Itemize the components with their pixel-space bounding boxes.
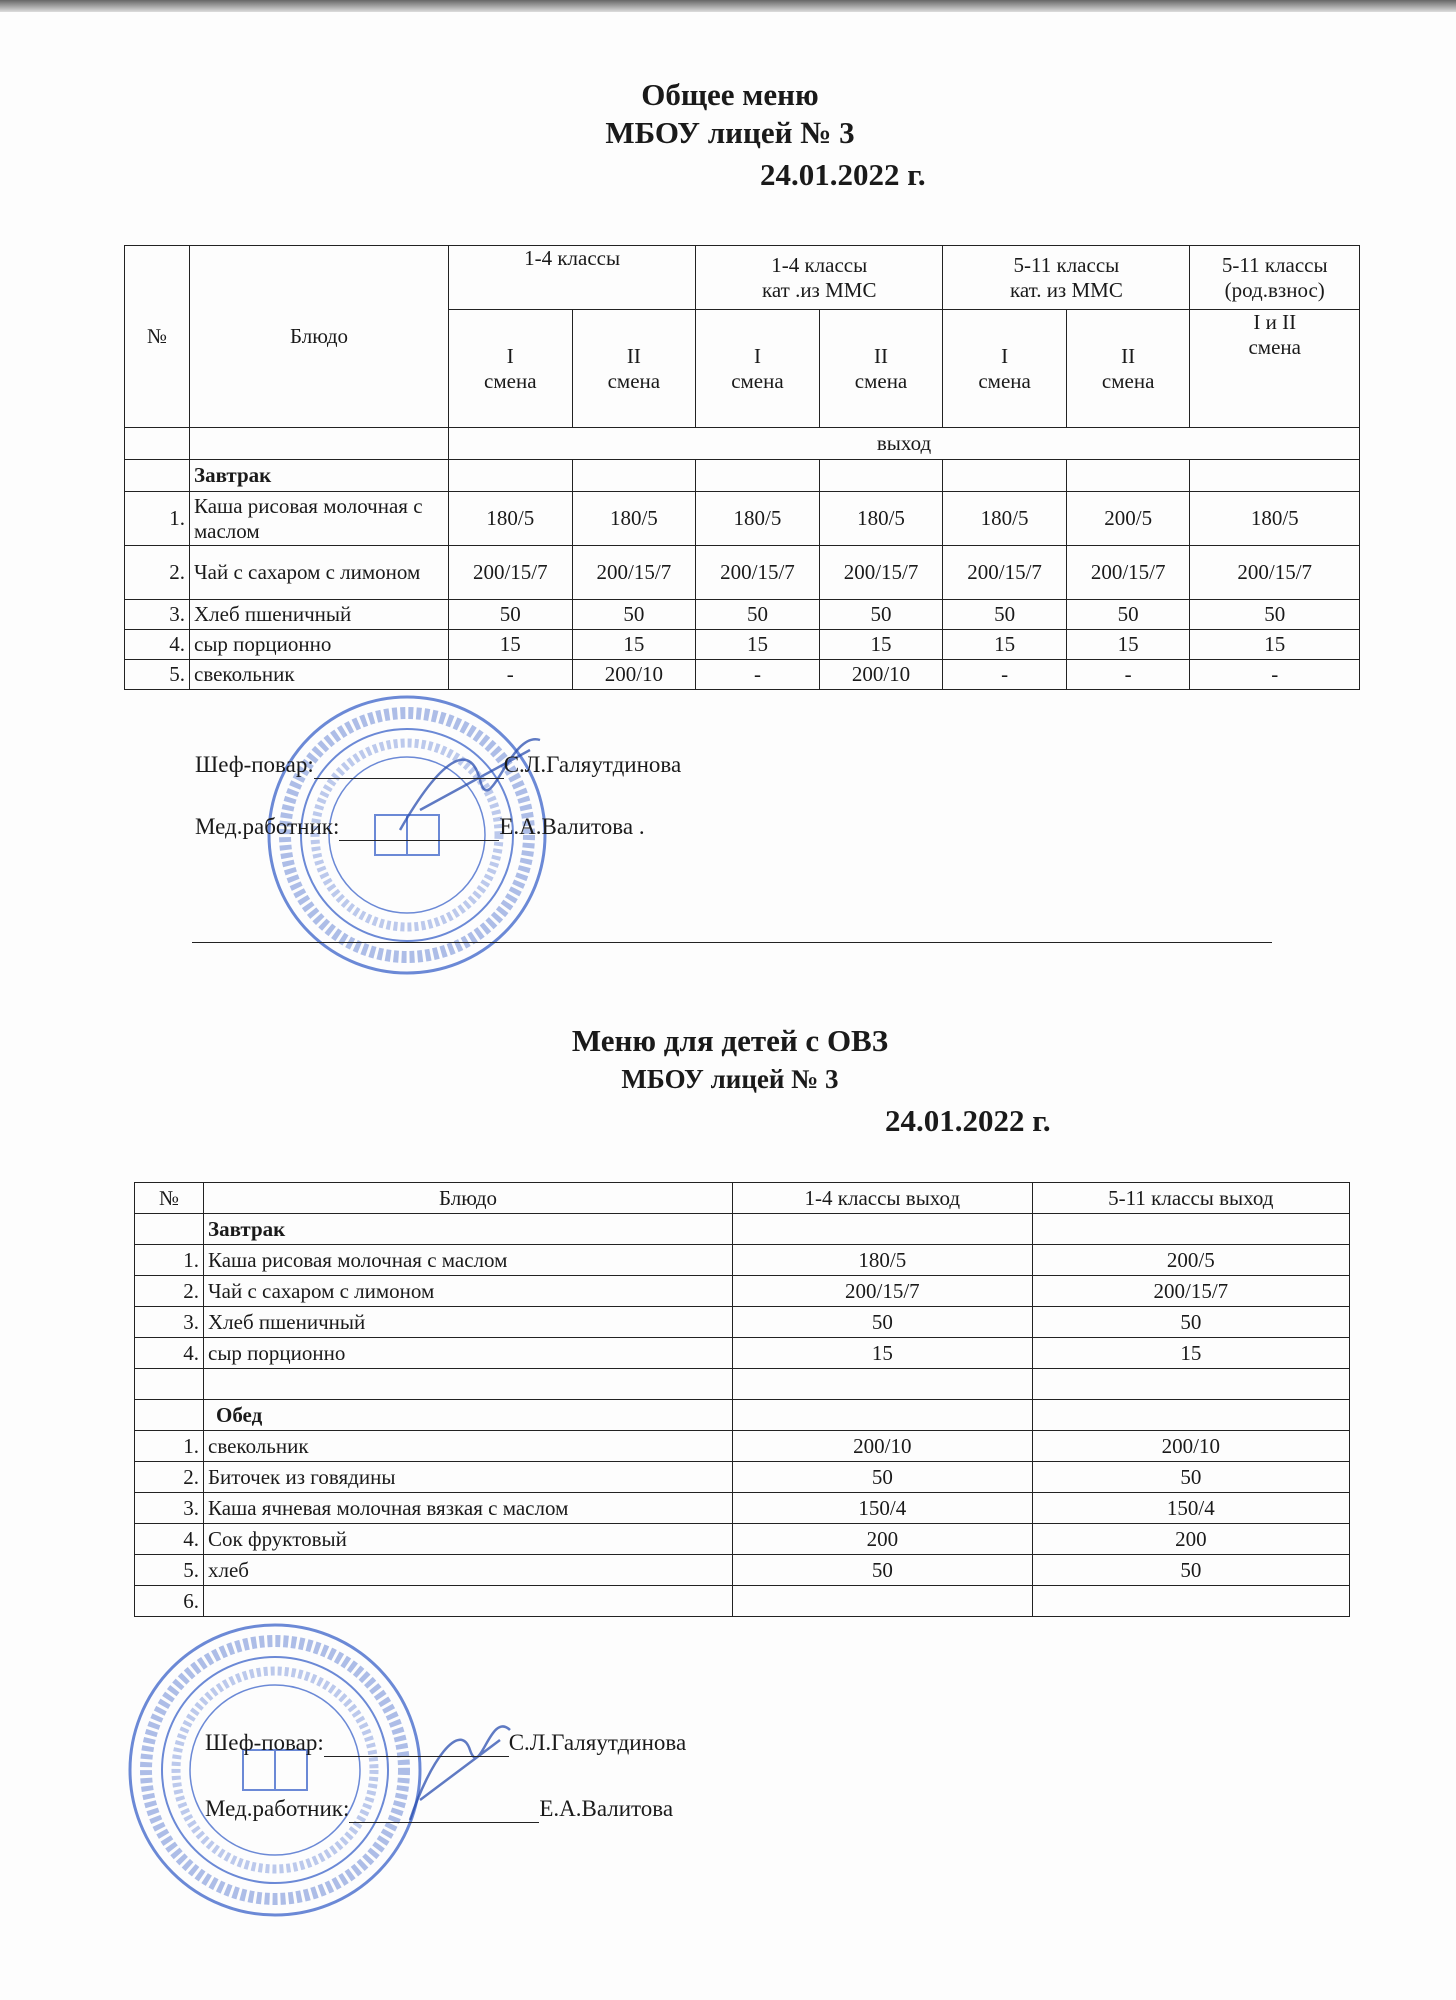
portion-value: 180/5 <box>943 492 1067 546</box>
portion-value: 15 <box>1066 630 1190 660</box>
portion-value: 200/15/7 <box>696 546 820 600</box>
portion-5-11: 200 <box>1032 1524 1349 1555</box>
table-row <box>135 1338 1350 1369</box>
row-num: 2. <box>125 546 190 600</box>
portion-value: - <box>943 660 1067 690</box>
portion-value: 15 <box>819 630 943 660</box>
portion-value: 180/5 <box>819 492 943 546</box>
dish-name: Каша рисовая молочная с маслом <box>190 492 449 546</box>
col-group-4: 5-11 классы (род.взнос) <box>1190 246 1360 310</box>
menu1-title <box>480 76 980 152</box>
table-row <box>135 1462 1350 1493</box>
portion-value: 50 <box>819 600 943 630</box>
portion-value: 200/15/7 <box>572 546 696 600</box>
shift-header: I и II смена <box>1190 310 1360 428</box>
table-row <box>135 1555 1350 1586</box>
portion-value: - <box>1190 660 1360 690</box>
menu2-heading: Меню для детей с ОВЗ <box>571 1023 889 1058</box>
portion-1-4: 180/5 <box>733 1245 1033 1276</box>
scan-edge <box>0 0 1456 12</box>
shift-header: I смена <box>943 310 1067 428</box>
portion-value: 180/5 <box>696 492 820 546</box>
table-row <box>125 660 1360 690</box>
portion-5-11: 200/10 <box>1032 1431 1349 1462</box>
dish-name: свекольник <box>190 660 449 690</box>
col-group-1: 1-4 классы <box>449 246 696 310</box>
menu2-date: 24.01.2022 г. <box>885 1103 1051 1138</box>
portion-5-11 <box>1032 1586 1349 1617</box>
dish-name: Каша ячневая молочная вязкая с маслом <box>204 1493 733 1524</box>
portion-1-4: 200 <box>733 1524 1033 1555</box>
portion-5-11: 15 <box>1032 1338 1349 1369</box>
portion-value: 50 <box>943 600 1067 630</box>
menu1-school: МБОУ лицей № 3 <box>605 115 855 150</box>
table-row <box>125 546 1360 600</box>
dish-name: Хлеб пшеничный <box>204 1307 733 1338</box>
row-num: 4. <box>135 1524 204 1555</box>
menu2-school: МБОУ лицей № 3 <box>621 1064 839 1094</box>
row-num: 1. <box>135 1245 204 1276</box>
table-row <box>135 1276 1350 1307</box>
col-dish: Блюдо <box>190 246 449 428</box>
portion-value: 50 <box>449 600 573 630</box>
portion-value: 15 <box>449 630 573 660</box>
portion-value: 200/10 <box>819 660 943 690</box>
col-1-4: 1-4 классы выход <box>733 1183 1033 1214</box>
portion-value: - <box>696 660 820 690</box>
dish-name: сыр порционно <box>204 1338 733 1369</box>
shift-header: II смена <box>819 310 943 428</box>
table-row <box>125 600 1360 630</box>
menu2-title <box>480 1022 980 1098</box>
table-row <box>135 1493 1350 1524</box>
portion-value: 200/15/7 <box>449 546 573 600</box>
row-num: 5. <box>125 660 190 690</box>
row-num: 2. <box>135 1276 204 1307</box>
table-row <box>135 1586 1350 1617</box>
menu1-med-signature: Мед.работник: Е.А.Валитова . <box>195 814 645 839</box>
table-row <box>135 1524 1350 1555</box>
row-num: 2. <box>135 1462 204 1493</box>
col-group-3: 5-11 классы кат. из ММС <box>943 246 1190 310</box>
portion-value: 200/5 <box>1066 492 1190 546</box>
row-num: 6. <box>135 1586 204 1617</box>
portion-1-4: 200/15/7 <box>733 1276 1033 1307</box>
menu2-med-signature: Мед.работник: Е.А.Валитова <box>205 1796 674 1821</box>
portion-5-11: 150/4 <box>1032 1493 1349 1524</box>
shift-header: II смена <box>572 310 696 428</box>
table-row <box>125 492 1360 546</box>
row-num: 3. <box>125 600 190 630</box>
dish-name: хлеб <box>204 1555 733 1586</box>
portion-value: 180/5 <box>1190 492 1360 546</box>
row-num: 4. <box>125 630 190 660</box>
portion-5-11: 200/5 <box>1032 1245 1349 1276</box>
portion-1-4: 150/4 <box>733 1493 1033 1524</box>
shift-header: I смена <box>696 310 820 428</box>
dish-name: свекольник <box>204 1431 733 1462</box>
dish-name: Каша рисовая молочная с маслом <box>204 1245 733 1276</box>
table-row <box>135 1431 1350 1462</box>
portion-value: 15 <box>1190 630 1360 660</box>
portion-1-4 <box>733 1586 1033 1617</box>
row-num: 5. <box>135 1555 204 1586</box>
table-row <box>135 1307 1350 1338</box>
portion-value: 15 <box>943 630 1067 660</box>
divider-line <box>192 942 1272 943</box>
dish-name <box>204 1586 733 1617</box>
menu1-table <box>124 245 1360 690</box>
section-breakfast: Завтрак <box>190 460 449 492</box>
menu1-date: 24.01.2022 г. <box>760 157 926 192</box>
dish-name: сыр порционно <box>190 630 449 660</box>
stamp-seal-2 <box>125 1620 425 1920</box>
table-row <box>125 630 1360 660</box>
row-num: 4. <box>135 1338 204 1369</box>
menu2-chef-signature: Шеф-повар: С.Л.Галяутдинова <box>205 1730 687 1755</box>
dish-name: Чай с сахаром с лимоном <box>190 546 449 600</box>
portion-5-11: 50 <box>1032 1555 1349 1586</box>
output-label: выход <box>449 428 1360 460</box>
row-num: 1. <box>135 1431 204 1462</box>
row-num: 1. <box>125 492 190 546</box>
portion-1-4: 200/10 <box>733 1431 1033 1462</box>
portion-1-4: 50 <box>733 1462 1033 1493</box>
row-num: 3. <box>135 1493 204 1524</box>
portion-value: 15 <box>696 630 820 660</box>
portion-5-11: 50 <box>1032 1307 1349 1338</box>
portion-value: 200/15/7 <box>1190 546 1360 600</box>
menu2-table <box>134 1182 1350 1617</box>
shift-header: II смена <box>1066 310 1190 428</box>
portion-1-4: 50 <box>733 1555 1033 1586</box>
portion-value: 200/10 <box>572 660 696 690</box>
section-breakfast: Завтрак <box>204 1214 733 1245</box>
section-lunch: Обед <box>204 1400 733 1431</box>
portion-value: - <box>449 660 573 690</box>
dish-name: Чай с сахаром с лимоном <box>204 1276 733 1307</box>
portion-value: 50 <box>1066 600 1190 630</box>
portion-value: 200/15/7 <box>943 546 1067 600</box>
shift-header: I смена <box>449 310 573 428</box>
menu1-chef-signature: Шеф-повар: С.Л.Галяутдинова <box>195 752 682 777</box>
portion-value: 200/15/7 <box>1066 546 1190 600</box>
col-5-11: 5-11 классы выход <box>1032 1183 1349 1214</box>
col-group-2: 1-4 классы кат .из ММС <box>696 246 943 310</box>
portion-1-4: 50 <box>733 1307 1033 1338</box>
col-num: № <box>125 246 190 428</box>
portion-value: - <box>1066 660 1190 690</box>
dish-name: Биточек из говядины <box>204 1462 733 1493</box>
portion-value: 50 <box>1190 600 1360 630</box>
portion-1-4: 15 <box>733 1338 1033 1369</box>
dish-name: Сок фруктовый <box>204 1524 733 1555</box>
portion-value: 180/5 <box>449 492 573 546</box>
menu1-heading: Общее меню <box>641 77 819 112</box>
table-row <box>135 1245 1350 1276</box>
col-dish: Блюдо <box>204 1183 733 1214</box>
dish-name: Хлеб пшеничный <box>190 600 449 630</box>
portion-value: 50 <box>572 600 696 630</box>
row-num: 3. <box>135 1307 204 1338</box>
portion-value: 15 <box>572 630 696 660</box>
portion-value: 180/5 <box>572 492 696 546</box>
portion-5-11: 50 <box>1032 1462 1349 1493</box>
portion-5-11: 200/15/7 <box>1032 1276 1349 1307</box>
portion-value: 50 <box>696 600 820 630</box>
portion-value: 200/15/7 <box>819 546 943 600</box>
col-num: № <box>135 1183 204 1214</box>
